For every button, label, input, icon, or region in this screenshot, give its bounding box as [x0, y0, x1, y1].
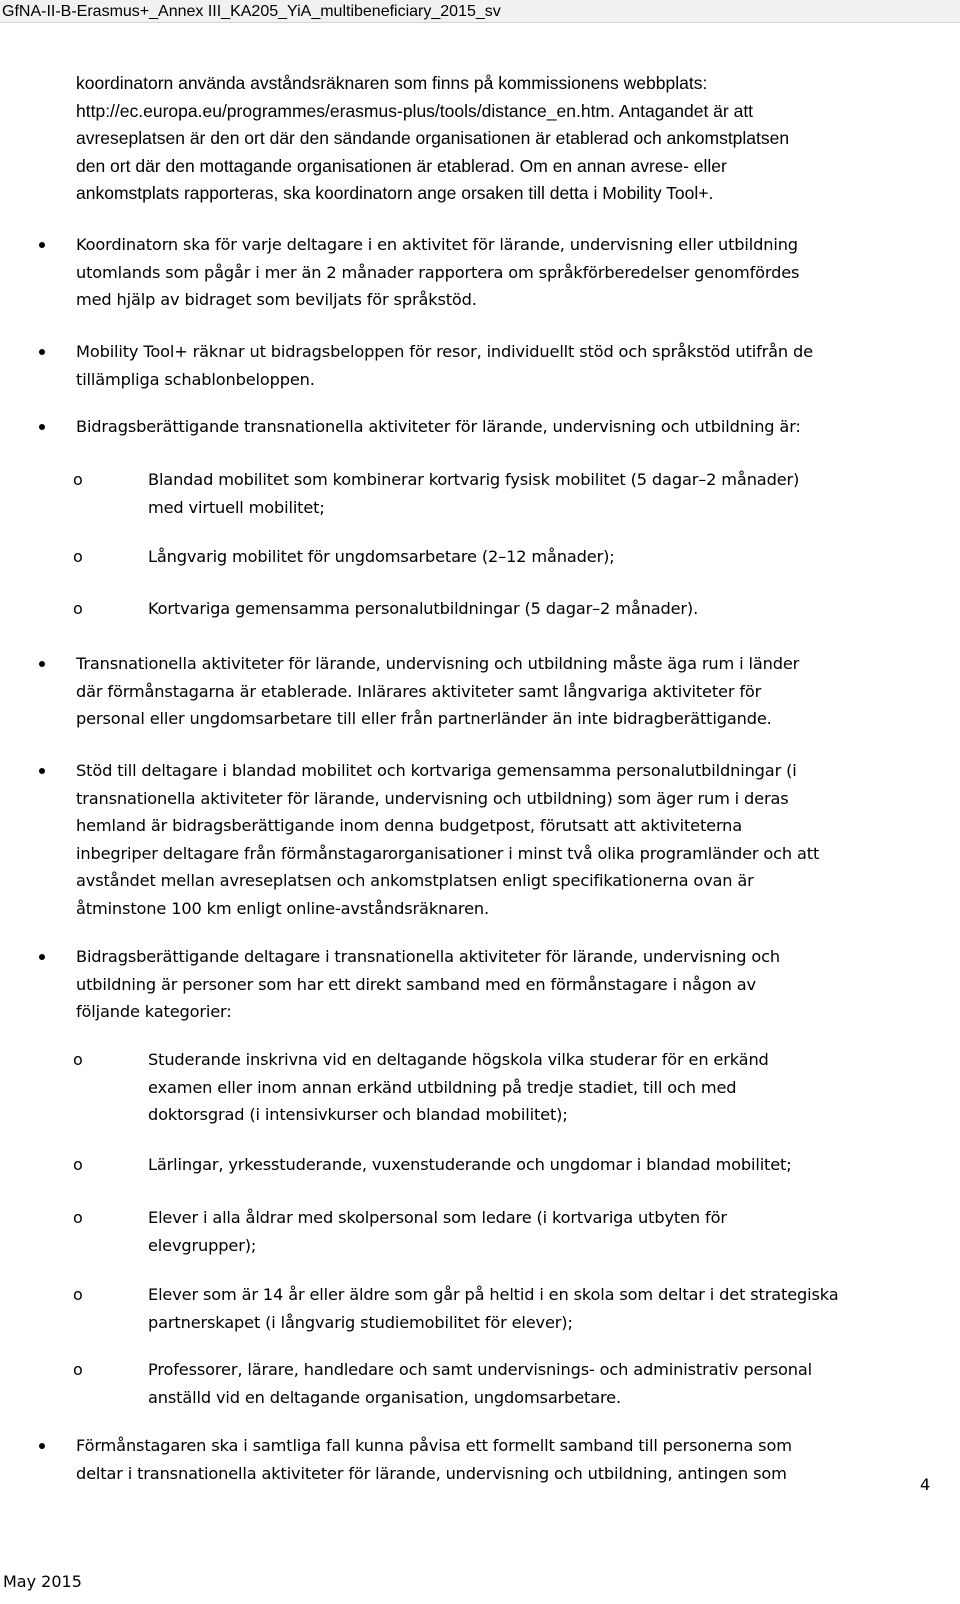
text-line: Stöd till deltagare i blandad mobilitet och kortvariga gemensamma personalutbildningar (i: [76, 761, 797, 780]
text-line: Förmånstagaren ska i samtliga fall kunna påvisa ett formellt samband till personerna som: [76, 1436, 792, 1455]
text-line: elevgrupper);: [148, 1235, 257, 1255]
text-line: avreseplatsen är den ort där den sändande organisationen är etablerad och ankomstplatsen: [76, 128, 790, 148]
sub-item: [148, 543, 948, 571]
text-line: inbegriper deltagare från förmånstagarorganisationer i minst två olika programländer och att: [76, 843, 820, 863]
bullet-paragraph: [76, 1432, 946, 1487]
bullet-marker: [39, 954, 45, 960]
text-line: examen eller inom annan erkänd utbildning på tredje stadiet, till och med: [148, 1077, 737, 1097]
text-line: transnationella aktiviteter för lärande, undervisning och utbildning) som äger rum i deras: [76, 788, 789, 808]
sub-item: [148, 1356, 948, 1411]
page-number: 4: [920, 1475, 931, 1494]
text-line: Bidragsberättigande deltagare i transnationella aktiviteter för lärande, undervisning och: [76, 947, 780, 966]
bullet-paragraph: [76, 231, 946, 314]
text-line: Studerande inskrivna vid en deltagande högskola vilka studerar för en erkänd: [148, 1050, 769, 1069]
text-line: tillämpliga schablonbeloppen.: [76, 369, 315, 389]
sub-bullet-marker: o: [73, 547, 83, 566]
bullet-paragraph: [76, 413, 946, 441]
text-line: Transnationella aktiviteter för lärande, undervisning och utbildning måste äga rum i länder: [76, 654, 800, 673]
sub-bullet-marker: o: [73, 1360, 83, 1379]
text-line: Elever i alla åldrar med skolpersonal som ledare (i kortvariga utbyten för: [148, 1208, 727, 1227]
text-line: partnerskapet (i långvarig studiemobilitet för elever);: [148, 1312, 573, 1332]
text-line: http://ec.europa.eu/programmes/erasmus-plus/tools/distance_en.htm. Antagandet är att: [76, 100, 754, 121]
document-header: GfNA-II-B-Erasmus+_Annex III_KA205_YiA_multibeneficiary_2015_sv: [0, 0, 960, 23]
text-line: doktorsgrad (i intensivkurser och blandad mobilitet);: [148, 1105, 568, 1124]
text-line: hemland är bidragsberättigande inom denna budgetpost, förutsatt att aktiviteterna: [76, 816, 743, 835]
bullet-paragraph: [76, 338, 946, 393]
text-line: Bidragsberättigande transnationella aktiviteter för lärande, undervisning och utbildning är:: [76, 417, 801, 436]
sub-item: [148, 1281, 948, 1336]
text-line: Professorer, lärare, handledare och samt undervisnings- och administrativ personal: [148, 1360, 813, 1379]
sub-bullet-marker: o: [73, 1050, 83, 1069]
sub-item: [148, 1151, 948, 1179]
footer-date: May 2015: [3, 1572, 82, 1591]
text-line: koordinatorn använda avståndsräknaren som finns på kommissionens webbplats:: [76, 73, 708, 93]
bullet-marker: [39, 242, 45, 248]
text-line: den ort där den mottagande organisationen är etablerad. Om en annan avrese- eller: [76, 155, 727, 176]
sub-bullet-marker: o: [73, 1208, 83, 1227]
sub-item: [148, 595, 948, 623]
bullet-paragraph: [76, 650, 946, 733]
text-line: Lärlingar, yrkesstuderande, vuxenstuderande och ungdomar i blandad mobilitet;: [148, 1155, 792, 1174]
bullet-paragraph: [76, 943, 946, 1026]
text-line: deltar i transnationella aktiviteter för lärande, undervisning och utbildning, antingen som: [76, 1463, 787, 1483]
text-line: med virtuell mobilitet;: [148, 497, 325, 517]
text-line: ankomstplats rapporteras, ska koordinatorn ange orsaken till detta i Mobility Tool+.: [76, 183, 714, 203]
bullet-marker: [39, 1443, 45, 1449]
text-line: avståndet mellan avreseplatsen och ankomstplatsen enligt specifikationerna ovan är: [76, 871, 754, 890]
text-line: med hjälp av bidraget som beviljats för språkstöd.: [76, 290, 477, 309]
text-line: Långvarig mobilitet för ungdomsarbetare (2–12 månader);: [148, 547, 615, 566]
text-line: anställd vid en deltagande organisation, ungdomsarbetare.: [148, 1387, 621, 1407]
sub-bullet-marker: o: [73, 1155, 83, 1174]
text-line: där förmånstagarna är etablerade. Inlärares aktiviteter samt långvariga aktiviteter för: [76, 681, 762, 701]
text-line: personal eller ungdomsarbetare till eller från partnerländer än inte bidragberättigande.: [76, 709, 772, 728]
sub-bullet-marker: o: [73, 1285, 83, 1304]
bullet-marker: [39, 424, 45, 430]
sub-item: [148, 1046, 948, 1129]
sub-bullet-marker: o: [73, 470, 83, 489]
bullet-marker: [39, 349, 45, 355]
bullet-paragraph: [76, 757, 946, 922]
text-line: åtminstone 100 km enligt online-avståndsräknaren.: [76, 898, 489, 918]
text-line: utomlands som pågår i mer än 2 månader rapportera om språkförberedelser genomfördes: [76, 262, 800, 282]
text-line: Mobility Tool+ räknar ut bidragsbeloppen för resor, individuellt stöd och språkstöd utifrån de: [76, 342, 813, 361]
sub-bullet-marker: o: [73, 599, 83, 618]
text-line: Blandad mobilitet som kombinerar kortvarig fysisk mobilitet (5 dagar–2 månader): [148, 470, 800, 489]
sub-item: [148, 466, 948, 521]
text-line: Elever som är 14 år eller äldre som går på heltid i en skola som deltar i det strategiska: [148, 1285, 839, 1304]
sub-item: [148, 1204, 948, 1259]
bullet-marker: [39, 661, 45, 667]
text-line: följande kategorier:: [76, 1002, 232, 1021]
text-line: Koordinatorn ska för varje deltagare i en aktivitet för lärande, undervisning eller utbildning: [76, 235, 798, 254]
intro-paragraph: [76, 70, 946, 208]
text-line: utbildning är personer som har ett direkt samband med en förmånstagare i någon av: [76, 974, 756, 994]
text-line: Kortvariga gemensamma personalutbildningar (5 dagar–2 månader).: [148, 599, 699, 618]
bullet-marker: [39, 768, 45, 774]
